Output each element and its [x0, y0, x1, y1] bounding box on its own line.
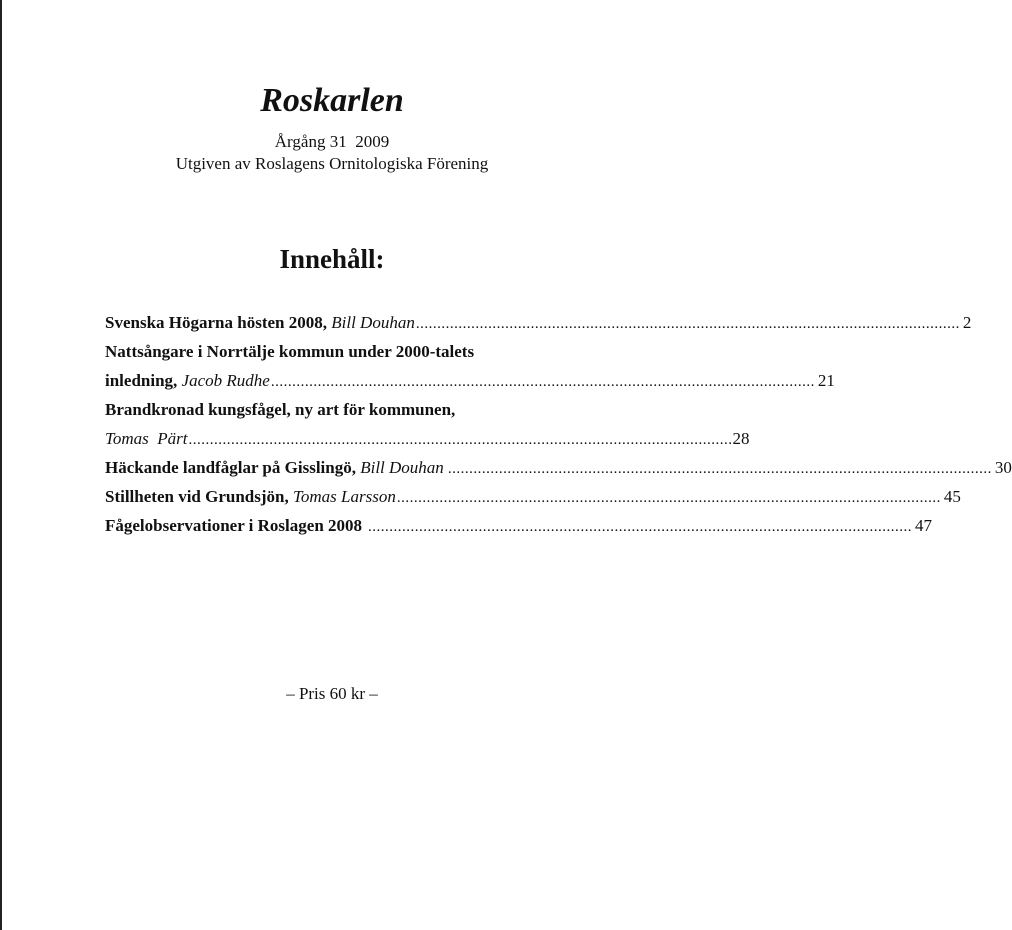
toc-entry-author: Bill Douhan: [331, 313, 415, 332]
toc-entry-title: Häckande landfåglar på Gisslingö,: [105, 458, 356, 477]
toc-entry-line: [105, 453, 1012, 482]
toc-entry-page: 21: [817, 371, 835, 390]
toc-entry-line: [105, 482, 961, 511]
journal-title: Roskarlen: [260, 82, 404, 119]
toc-entry-author: Tomas Pärt: [105, 429, 188, 448]
toc-leader-dots: ................................................................................................................................: [188, 432, 733, 448]
toc-entry-line: [105, 308, 972, 337]
toc-entry-line: [105, 424, 750, 453]
publisher-line: Utgiven av Roslagens Ornitologiska Förening: [175, 154, 489, 173]
toc-entry-title: Svenska Högarna hösten 2008,: [105, 313, 327, 332]
toc-entry-title: inledning,: [105, 371, 178, 390]
contents-heading: Innehåll:: [279, 244, 385, 274]
volume-year-line: Årgång 31 2009: [274, 132, 390, 151]
table-of-contents: [105, 308, 1012, 540]
toc-leader-dots: ................................................................................................................................: [270, 374, 815, 390]
toc-entry-author: Bill Douhan: [360, 458, 444, 477]
toc-entry-line: [105, 395, 572, 424]
toc-entry-page: 30: [994, 458, 1012, 477]
toc-entry-page: 28: [732, 429, 750, 448]
price-line: – Pris 60 kr –: [286, 684, 378, 703]
toc-entry-author: Tomas Larsson: [293, 487, 396, 506]
toc-entry-line: [105, 366, 835, 395]
toc-entry-title: Nattsångare i Norrtälje kommun under 2000-talets: [105, 342, 475, 361]
toc-entry-page: 45: [943, 487, 961, 506]
toc-entry-page: 2: [962, 313, 972, 332]
toc-leader-dots: ................................................................................................................................: [447, 461, 992, 477]
toc-entry-title: Fågelobservationer i Roslagen 2008: [105, 516, 363, 535]
toc-entry-title: Brandkronad kungsfågel, ny art för kommunen,: [105, 400, 456, 419]
toc-entry-title: Stillheten vid Grundsjön,: [105, 487, 289, 506]
toc-entry-author: Jacob Rudhe: [181, 371, 270, 390]
toc-leader-dots: ................................................................................................................................: [368, 519, 913, 535]
toc-leader-dots: ................................................................................................................................: [415, 316, 960, 332]
toc-entry-line: [105, 511, 933, 540]
toc-leader-dots: ................................................................................................................................: [396, 490, 941, 506]
toc-entry-page: 47: [915, 516, 933, 535]
toc-entry-line: [105, 337, 572, 366]
